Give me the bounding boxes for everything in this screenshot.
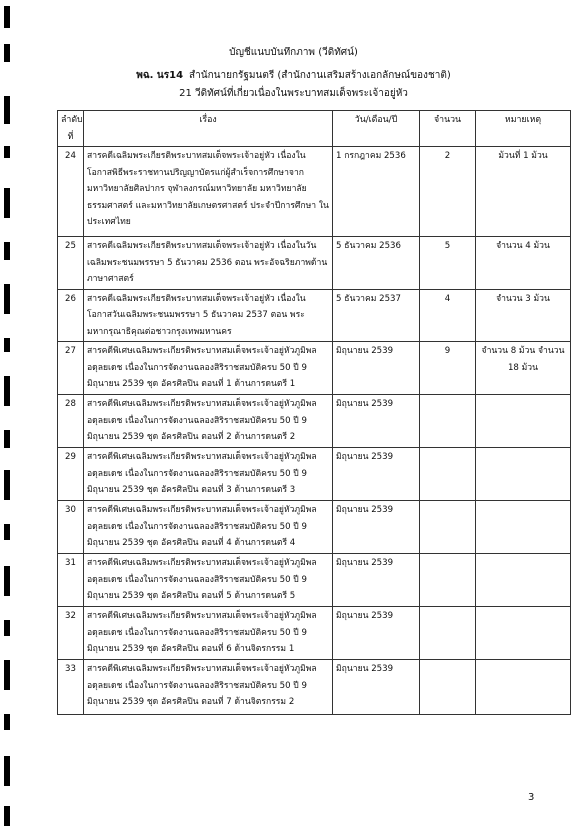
row-count	[420, 660, 476, 715]
row-count	[420, 501, 476, 554]
row-count	[420, 395, 476, 448]
binding-mark	[4, 756, 10, 786]
column-header-remark: หมายเหตุ	[476, 111, 571, 147]
table-row	[58, 501, 571, 554]
row-number: 30	[58, 501, 84, 554]
row-title: สารคดีพิเศษเฉลิมพระเกียรติพระบาทสมเด็จพระเจ้าอยู่หัวภูมิพลอดุลยเดช เนื่องในการจัดงานฉลองสิริราชสมบัติครบ 50 ปี 9 มิถุนายน 2539 ชุด อัครศิลปิน ตอนที่ 3 ด้านการดนตรี 3	[84, 448, 333, 501]
row-remark: จำนวน 8 ม้วน จำนวน 18 ม้วน	[476, 342, 571, 395]
row-title: สารคดีพิเศษเฉลิมพระเกียรติพระบาทสมเด็จพระเจ้าอยู่หัวภูมิพลอดุลยเดช เนื่องในการจัดงานฉลองสิริราชสมบัติครบ 50 ปี 9 มิถุนายน 2539 ชุด อัครศิลปิน ตอนที่ 1 ด้านการดนตรี 1	[84, 342, 333, 395]
binding-mark	[4, 430, 10, 448]
binding-mark	[4, 806, 10, 826]
document-title: บัญชีแนบบันทึกภาพ (วีดิทัศน์)	[229, 47, 358, 58]
table-row	[58, 554, 571, 607]
document-agency-line	[0, 70, 587, 82]
row-date: มิถุนายน 2539	[333, 660, 420, 715]
row-remark: ม้วนที่ 1 ม้วน	[476, 147, 571, 237]
binding-mark	[4, 96, 10, 124]
row-title: สารคดีเฉลิมพระเกียรติพระบาทสมเด็จพระเจ้าอยู่หัว เนื่องในโอกาสพิธีพระราชทานปริญญาบัตรแก่ผู้สำเร็จการศึกษาจากมหาวิทยาลัยศิลปากร จุฬาลงกรณ์มหาวิทยาลัย มหาวิทยาลัยธรรมศาสตร์ และมหาวิทยาลัยเกษตรศาสตร์ ประจำปีการศึกษา ในประเทศไทย	[84, 147, 333, 237]
binding-mark	[4, 660, 10, 690]
table-row	[58, 289, 571, 342]
row-number: 24	[58, 147, 84, 237]
table-row	[58, 607, 571, 660]
binding-mark	[4, 242, 10, 260]
row-number: 26	[58, 289, 84, 342]
row-count: 2	[420, 147, 476, 237]
row-date: มิถุนายน 2539	[333, 448, 420, 501]
row-date: มิถุนายน 2539	[333, 342, 420, 395]
row-title: สารคดีพิเศษเฉลิมพระเกียรติพระบาทสมเด็จพระเจ้าอยู่หัวภูมิพลอดุลยเดช เนื่องในการจัดงานฉลองสิริราชสมบัติครบ 50 ปี 9 มิถุนายน 2539 ชุด อัครศิลปิน ตอนที่ 4 ด้านการดนตรี 4	[84, 501, 333, 554]
row-number: 32	[58, 607, 84, 660]
row-number: 33	[58, 660, 84, 715]
document-subtitle: 21 วีดิทัศน์ที่เกี่ยวเนื่องในพระบาทสมเด็จพระเจ้าอยู่หัว	[179, 88, 408, 99]
row-count: 5	[420, 237, 476, 290]
column-header-count: จำนวน	[420, 111, 476, 147]
records-table	[57, 110, 571, 715]
binding-mark	[4, 188, 10, 218]
row-title: สารคดีพิเศษเฉลิมพระเกียรติพระบาทสมเด็จพระเจ้าอยู่หัวภูมิพลอดุลยเดช เนื่องในการจัดงานฉลองสิริราชสมบัติครบ 50 ปี 9 มิถุนายน 2539 ชุด อัครศิลปิน ตอนที่ 5 ด้านการดนตรี 5	[84, 554, 333, 607]
row-title: สารคดีเฉลิมพระเกียรติพระบาทสมเด็จพระเจ้าอยู่หัว เนื่องในโอกาสวันเฉลิมพระชนมพรรษา 5 ธันวาคม 2537 ตอน พระมหากรุณาธิคุณต่อชาวกรุงเทพมหานคร	[84, 289, 333, 342]
document-agency: สำนักนายกรัฐมนตรี (สำนักงานเสริมสร้างเอกลักษณ์ของชาติ)	[189, 70, 451, 81]
row-count: 4	[420, 289, 476, 342]
binding-mark	[4, 714, 10, 730]
row-count	[420, 554, 476, 607]
table-row	[58, 448, 571, 501]
row-remark	[476, 395, 571, 448]
binding-mark	[4, 338, 10, 352]
row-remark	[476, 554, 571, 607]
row-title: สารคดีพิเศษเฉลิมพระเกียรติพระบาทสมเด็จพระเจ้าอยู่หัวภูมิพลอดุลยเดช เนื่องในการจัดงานฉลองสิริราชสมบัติครบ 50 ปี 9 มิถุนายน 2539 ชุด อัครศิลปิน ตอนที่ 7 ด้านจิตรกรรม 2	[84, 660, 333, 715]
table-header-row	[58, 111, 571, 147]
row-remark: จำนวน 3 ม้วน	[476, 289, 571, 342]
row-date: 5 ธันวาคม 2536	[333, 237, 420, 290]
row-remark: จำนวน 4 ม้วน	[476, 237, 571, 290]
row-count: 9	[420, 342, 476, 395]
column-header-title: เรื่อง	[84, 111, 333, 147]
table-row	[58, 395, 571, 448]
binding-mark	[4, 6, 10, 28]
row-number: 31	[58, 554, 84, 607]
row-count	[420, 607, 476, 660]
page-number: 3	[528, 792, 535, 803]
row-count	[420, 448, 476, 501]
table-row	[58, 237, 571, 290]
row-number: 29	[58, 448, 84, 501]
binding-mark	[4, 470, 10, 500]
binding-mark	[4, 284, 10, 314]
row-number: 27	[58, 342, 84, 395]
binding-mark	[4, 620, 10, 636]
row-date: มิถุนายน 2539	[333, 607, 420, 660]
table-row	[58, 147, 571, 237]
binding-mark	[4, 566, 10, 596]
binding-mark	[4, 146, 10, 158]
row-remark	[476, 448, 571, 501]
table-row	[58, 342, 571, 395]
row-remark	[476, 660, 571, 715]
column-header-date: วัน/เดือน/ปี	[333, 111, 420, 147]
row-remark	[476, 607, 571, 660]
row-number: 28	[58, 395, 84, 448]
row-date: 1 กรกฎาคม 2536	[333, 147, 420, 237]
binding-mark	[4, 376, 10, 406]
column-header-no: ลำดับที่	[58, 111, 84, 147]
row-number: 25	[58, 237, 84, 290]
row-date: มิถุนายน 2539	[333, 501, 420, 554]
row-title: สารคดีพิเศษเฉลิมพระเกียรติพระบาทสมเด็จพระเจ้าอยู่หัวภูมิพลอดุลยเดช เนื่องในการจัดงานฉลองสิริราชสมบัติครบ 50 ปี 9 มิถุนายน 2539 ชุด อัครศิลปิน ตอนที่ 2 ด้านการดนตรี 2	[84, 395, 333, 448]
row-date: มิถุนายน 2539	[333, 554, 420, 607]
row-date: มิถุนายน 2539	[333, 395, 420, 448]
row-date: 5 ธันวาคม 2537	[333, 289, 420, 342]
binding-mark	[4, 524, 10, 540]
row-remark	[476, 501, 571, 554]
row-title: สารคดีพิเศษเฉลิมพระเกียรติพระบาทสมเด็จพระเจ้าอยู่หัวภูมิพลอดุลยเดช เนื่องในการจัดงานฉลองสิริราชสมบัติครบ 50 ปี 9 มิถุนายน 2539 ชุด อัครศิลปิน ตอนที่ 6 ด้านจิตรกรรม 1	[84, 607, 333, 660]
table-row	[58, 660, 571, 715]
document-code: พฉ. นร14	[136, 70, 184, 81]
row-title: สารคดีเฉลิมพระเกียรติพระบาทสมเด็จพระเจ้าอยู่หัว เนื่องในวันเฉลิมพระชนมพรรษา 5 ธันวาคม 2536 ตอน พระอัจฉริยภาพด้านภาษาศาสตร์	[84, 237, 333, 290]
